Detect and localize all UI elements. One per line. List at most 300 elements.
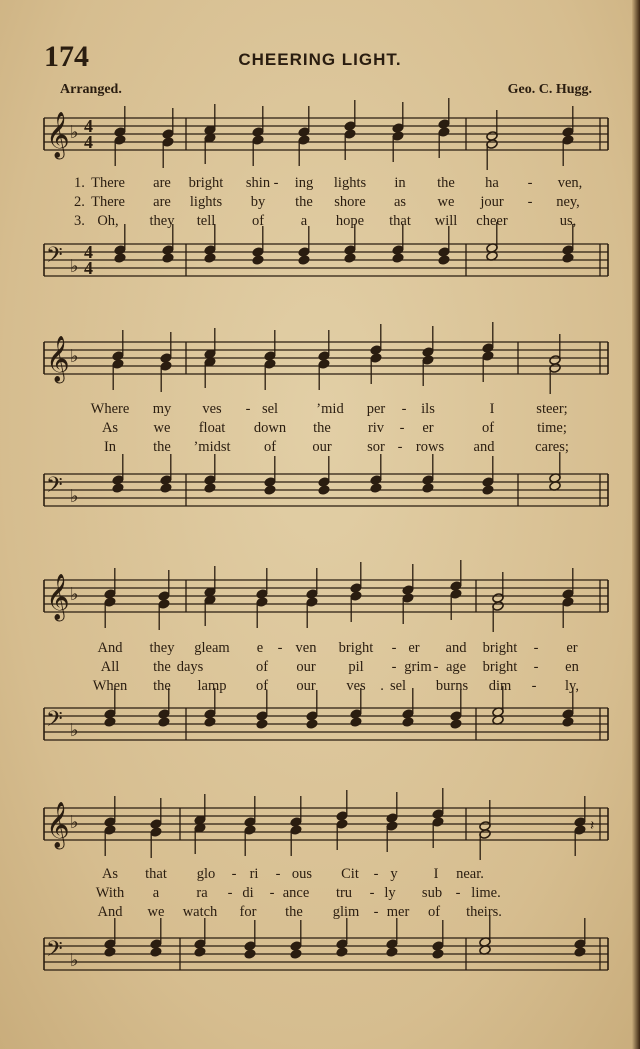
note: [204, 224, 216, 255]
note: [336, 790, 348, 821]
lyric-syllable: pil: [348, 659, 364, 675]
lyric-syllable: as: [393, 194, 407, 210]
note: [370, 454, 382, 485]
note: [370, 353, 382, 384]
note: [158, 599, 170, 630]
lyric-syllable: the: [153, 678, 171, 694]
note: [344, 100, 356, 131]
note: [204, 566, 216, 597]
note: [386, 947, 398, 958]
time-signature: 4: [84, 116, 93, 136]
lyric-syllable: All: [100, 659, 120, 675]
note: [194, 918, 206, 949]
lyric-syllable: er: [566, 640, 578, 656]
lyric-syllable: bright: [482, 659, 518, 675]
note: [104, 947, 116, 958]
lyric-syllable: for: [239, 904, 257, 920]
note: [104, 918, 116, 949]
treble-clef-icon: 𝄞: [46, 112, 70, 158]
syllable-hyphen: -: [275, 866, 281, 882]
note: [114, 253, 126, 264]
arranged-credit: Arranged.: [60, 82, 122, 97]
lyric-syllable: in: [394, 175, 406, 191]
syllable-hyphen: -: [455, 885, 461, 901]
composer-credit: Geo. C. Hugg.: [507, 82, 592, 97]
note: [160, 361, 172, 392]
note: [432, 920, 444, 951]
staff-system: [44, 560, 608, 741]
lyric-syllable: er: [408, 640, 420, 656]
lyric-syllable: riv: [367, 420, 385, 436]
note: [450, 719, 462, 730]
note: [318, 330, 330, 361]
lyric-syllable: our: [296, 678, 316, 694]
note: [370, 483, 382, 494]
lyric-syllable: of: [427, 904, 441, 920]
note: [162, 224, 174, 255]
hymn-title: CHEERING LIGHT.: [238, 50, 402, 69]
note: [350, 591, 362, 622]
syllable-hyphen: -: [391, 659, 397, 675]
lyric-syllable: days: [176, 659, 204, 675]
note: [574, 947, 586, 958]
lyric-syllable: dim: [488, 678, 512, 694]
lyric-syllable: sub: [421, 885, 443, 901]
note: [386, 918, 398, 949]
lyric-syllable: ly,: [565, 678, 579, 694]
note: [479, 829, 491, 860]
note: [402, 688, 414, 719]
lyric-syllable: tell: [196, 213, 216, 229]
note: [114, 106, 126, 137]
lyric-syllable: hope: [335, 213, 365, 229]
note: [450, 560, 462, 591]
lyric-syllable: grim: [404, 659, 432, 675]
lyric-syllable: are: [153, 175, 171, 191]
note: [344, 129, 356, 160]
note: [162, 108, 174, 139]
lyric-syllable: lights: [333, 175, 367, 191]
syllable-hyphen: -: [277, 640, 283, 656]
note: [264, 330, 276, 361]
treble-staff: [44, 112, 608, 160]
lyric-syllable: ha: [485, 175, 499, 191]
note: [486, 139, 498, 170]
note: [252, 106, 264, 137]
lyric-syllable: And: [97, 640, 123, 656]
note: [438, 98, 450, 129]
note: [482, 485, 494, 496]
bass-staff: [44, 707, 608, 741]
note: [204, 253, 216, 264]
note: [432, 788, 444, 819]
note: [562, 717, 574, 728]
time-signature: 4: [84, 132, 93, 152]
lyric-syllable: a: [300, 213, 308, 229]
note: [336, 819, 348, 850]
note: [432, 949, 444, 960]
lyric-syllable: And: [97, 904, 123, 920]
note: [194, 794, 206, 825]
note: [392, 224, 404, 255]
lyric-syllable: float: [198, 420, 226, 436]
note: [244, 949, 256, 960]
note: [298, 106, 310, 137]
note: [306, 690, 318, 721]
note: [256, 690, 268, 721]
note: [256, 719, 268, 730]
rest-icon: 𝄽: [590, 818, 595, 834]
time-signature: 4: [84, 242, 93, 262]
lyric-syllable: bright: [338, 640, 374, 656]
lyric-syllable: the: [295, 194, 313, 210]
lyric-syllable: cheer: [476, 213, 508, 229]
syllable-hyphen: -: [399, 420, 405, 436]
note: [290, 920, 302, 951]
lyric-syllable: ra: [196, 885, 208, 901]
lyric-syllable: and: [473, 439, 495, 455]
note: [204, 717, 216, 728]
lyric-syllable: bright: [482, 640, 518, 656]
lyric-syllable: ves: [346, 678, 366, 694]
lyric-syllable: our: [312, 439, 332, 455]
lyric-syllable: a: [152, 885, 160, 901]
lyric-syllable: glim: [332, 904, 360, 920]
note: [204, 328, 216, 359]
note: [264, 456, 276, 487]
lyric-syllable: steer;: [536, 401, 568, 417]
note: [562, 568, 574, 599]
treble-clef-icon: 𝄞: [46, 336, 70, 382]
note: [438, 255, 450, 266]
lyric-syllable: will: [434, 213, 458, 229]
note: [162, 137, 174, 168]
note: [290, 949, 302, 960]
syllable-hyphen: -: [397, 439, 403, 455]
note: [204, 483, 216, 494]
treble-staff: [44, 802, 608, 850]
lyric-syllable: ’mid: [316, 401, 344, 417]
note: [350, 717, 362, 728]
note: [450, 690, 462, 721]
note: [344, 224, 356, 255]
lyric-syllable: With: [95, 885, 125, 901]
bass-clef-icon: 𝄢: [46, 707, 63, 737]
verse-number: 1.: [74, 175, 85, 191]
note: [402, 593, 414, 624]
note: [392, 131, 404, 162]
note: [562, 224, 574, 255]
note: [438, 226, 450, 257]
syllable-hyphen: -: [273, 175, 279, 191]
note: [350, 688, 362, 719]
syllable-hyphen: -: [373, 904, 379, 920]
lyric-syllable: y: [390, 866, 398, 882]
note: [482, 322, 494, 353]
flat-key-signature-icon: ♭: [70, 950, 79, 971]
page-number: 174: [44, 40, 89, 73]
lyric-syllable: the: [153, 439, 171, 455]
lyric-syllable: shin: [245, 175, 271, 191]
note: [492, 686, 504, 717]
lyric-syllable: cares;: [535, 439, 569, 455]
lyric-syllable: As: [101, 866, 119, 882]
note: [204, 104, 216, 135]
note: [562, 253, 574, 264]
lyric-syllable: bright: [188, 175, 224, 191]
lyric-syllable: ven: [295, 640, 317, 656]
note: [336, 918, 348, 949]
syllable-hyphen: -: [531, 678, 537, 694]
note: [486, 222, 498, 253]
note: [160, 483, 172, 494]
lyric-syllable: glo: [196, 866, 216, 882]
note: [150, 827, 162, 858]
syllable-hyphen: -: [227, 885, 233, 901]
lyric-syllable: ney,: [556, 194, 580, 210]
lyric-syllable: theirs.: [466, 904, 502, 920]
note: [150, 918, 162, 949]
staff-system: [44, 98, 608, 278]
note: [158, 570, 170, 601]
lyric-syllable: shore: [334, 194, 366, 210]
lyric-syllable: us,: [559, 213, 577, 229]
lyric-syllable: lamp: [197, 678, 227, 694]
note: [318, 485, 330, 496]
time-signature: 4: [84, 258, 93, 278]
lyric-syllable: of: [481, 420, 495, 436]
flat-key-signature-icon: ♭: [70, 584, 79, 605]
lyric-syllable: burns: [435, 678, 469, 694]
lyric-syllable: sor: [367, 439, 385, 455]
note: [252, 226, 264, 257]
note: [104, 688, 116, 719]
syllable-hyphen: -: [231, 866, 237, 882]
note: [574, 796, 586, 827]
note: [562, 106, 574, 137]
staff-system: [44, 788, 608, 971]
bass-clef-icon: 𝄢: [46, 243, 63, 273]
lyric-syllable: I: [489, 401, 495, 417]
lyric-syllable: ing: [294, 175, 314, 191]
lyric-syllable: There: [91, 194, 125, 210]
note: [574, 918, 586, 949]
note: [306, 719, 318, 730]
lyric-syllable: e: [256, 640, 264, 656]
lyric-syllable: ous: [291, 866, 313, 882]
lyric-syllable: ’midst: [193, 439, 231, 455]
note: [204, 133, 216, 164]
lyric-syllable: lights: [189, 194, 223, 210]
syllable-hyphen: -: [391, 640, 397, 656]
lyric-syllable: tru: [335, 885, 353, 901]
lyric-syllable: di: [242, 885, 254, 901]
flat-key-signature-icon: ♭: [70, 486, 79, 507]
flat-key-signature-icon: ♭: [70, 812, 79, 833]
note: [492, 601, 504, 632]
note: [158, 688, 170, 719]
note: [252, 255, 264, 266]
syllable-hyphen: -: [373, 866, 379, 882]
lyric-syllable: of: [251, 213, 265, 229]
note: [150, 947, 162, 958]
staff-system: [44, 322, 608, 507]
lyric-syllable: sel: [261, 401, 279, 417]
lyric-syllable: ven,: [557, 175, 583, 191]
flat-key-signature-icon: ♭: [70, 122, 79, 143]
syllable-hyphen: -: [401, 401, 407, 417]
note: [112, 330, 124, 361]
syllable-hyphen: -: [527, 194, 533, 210]
note: [162, 253, 174, 264]
lyric-syllable: Oh,: [97, 213, 119, 229]
lyric-syllable: en: [565, 659, 579, 675]
lyric-syllable: age: [445, 659, 467, 675]
note: [194, 823, 206, 854]
lyric-syllable: the: [285, 904, 303, 920]
bass-staff: [44, 937, 608, 971]
lyric-syllable: of: [263, 439, 277, 455]
bass-staff: [44, 242, 608, 278]
note: [482, 456, 494, 487]
note: [344, 253, 356, 264]
lyric-syllable: As: [101, 420, 119, 436]
lyric-syllable: of: [255, 678, 269, 694]
lyric-syllable: jour: [480, 194, 504, 210]
note: [104, 717, 116, 728]
lyric-syllable: ves: [202, 401, 222, 417]
verse-number: 3.: [74, 213, 85, 229]
lyric-syllable: we: [153, 420, 171, 436]
lyric-syllable: my: [152, 401, 172, 417]
treble-clef-icon: 𝄞: [46, 574, 70, 620]
syllable-hyphen: .: [380, 678, 384, 694]
note: [112, 483, 124, 494]
syllable-hyphen: -: [369, 885, 375, 901]
lyric-syllable: rows: [415, 439, 445, 455]
lyric-syllable: our: [296, 659, 316, 675]
lyric-syllable: lime.: [471, 885, 501, 901]
lyric-syllable: the: [437, 175, 455, 191]
note: [422, 355, 434, 386]
note: [549, 452, 561, 483]
lyric-syllable: we: [437, 194, 455, 210]
note: [244, 796, 256, 827]
note: [562, 688, 574, 719]
note: [204, 595, 216, 626]
flat-key-signature-icon: ♭: [70, 256, 79, 277]
note: [370, 324, 382, 355]
note: [336, 947, 348, 958]
bass-clef-icon: 𝄢: [46, 473, 63, 503]
note: [298, 226, 310, 257]
lyric-syllable: er: [422, 420, 434, 436]
lyric-syllable: Cit: [341, 866, 359, 882]
note: [422, 454, 434, 485]
lyric-syllable: and: [445, 640, 467, 656]
verse-number: 2.: [74, 194, 85, 210]
note: [158, 717, 170, 728]
lyric-syllable: that: [145, 866, 167, 882]
note: [150, 798, 162, 829]
note: [204, 454, 216, 485]
note: [402, 717, 414, 728]
note: [204, 357, 216, 388]
note: [392, 253, 404, 264]
flat-key-signature-icon: ♭: [70, 720, 79, 741]
lyric-syllable: ly: [384, 885, 396, 901]
lyric-syllable: mer: [386, 904, 410, 920]
syllable-hyphen: -: [533, 659, 539, 675]
note: [114, 224, 126, 255]
lyric-syllable: we: [147, 904, 165, 920]
syllable-hyphen: -: [533, 640, 539, 656]
lyric-syllable: When: [92, 678, 128, 694]
lyric-syllable: I: [433, 866, 439, 882]
note: [112, 454, 124, 485]
lyric-syllable: they: [149, 640, 175, 656]
syllable-hyphen: -: [245, 401, 251, 417]
note: [104, 796, 116, 827]
lyric-syllable: ils: [421, 401, 435, 417]
treble-staff: [44, 574, 608, 622]
lyric-syllable: gleam: [194, 640, 230, 656]
note: [306, 568, 318, 599]
lyric-syllable: ance: [282, 885, 310, 901]
lyric-syllable: time;: [537, 420, 567, 436]
bass-clef-icon: 𝄢: [46, 937, 63, 967]
note: [549, 363, 561, 394]
lyric-syllable: near.: [456, 866, 484, 882]
note: [244, 920, 256, 951]
note: [194, 947, 206, 958]
note: [104, 568, 116, 599]
lyric-syllable: of: [255, 659, 269, 675]
treble-clef-icon: 𝄞: [46, 802, 70, 848]
lyric-syllable: the: [313, 420, 331, 436]
lyric-syllable: In: [103, 439, 117, 455]
note: [290, 796, 302, 827]
lyric-syllable: are: [153, 194, 171, 210]
note: [479, 916, 491, 947]
note: [350, 562, 362, 593]
note: [318, 456, 330, 487]
lyric-syllable: per: [366, 401, 386, 417]
lyric-syllable: watch: [182, 904, 218, 920]
lyric-syllable: ri: [249, 866, 259, 882]
lyric-syllable: the: [153, 659, 171, 675]
syllable-hyphen: -: [269, 885, 275, 901]
lyric-syllable: by: [250, 194, 266, 210]
lyric-syllable: There: [91, 175, 125, 191]
syllable-hyphen: -: [527, 175, 533, 191]
lyric-syllable: Where: [90, 401, 130, 417]
note: [422, 483, 434, 494]
note: [160, 454, 172, 485]
lyric-syllable: they: [149, 213, 175, 229]
note: [298, 255, 310, 266]
syllable-hyphen: -: [433, 659, 439, 675]
note: [264, 485, 276, 496]
lyric-syllable: sel: [389, 678, 407, 694]
note: [386, 821, 398, 852]
note: [204, 688, 216, 719]
note: [256, 568, 268, 599]
lyric-syllable: down: [253, 420, 287, 436]
flat-key-signature-icon: ♭: [70, 346, 79, 367]
note: [160, 332, 172, 363]
lyric-syllable: that: [389, 213, 411, 229]
